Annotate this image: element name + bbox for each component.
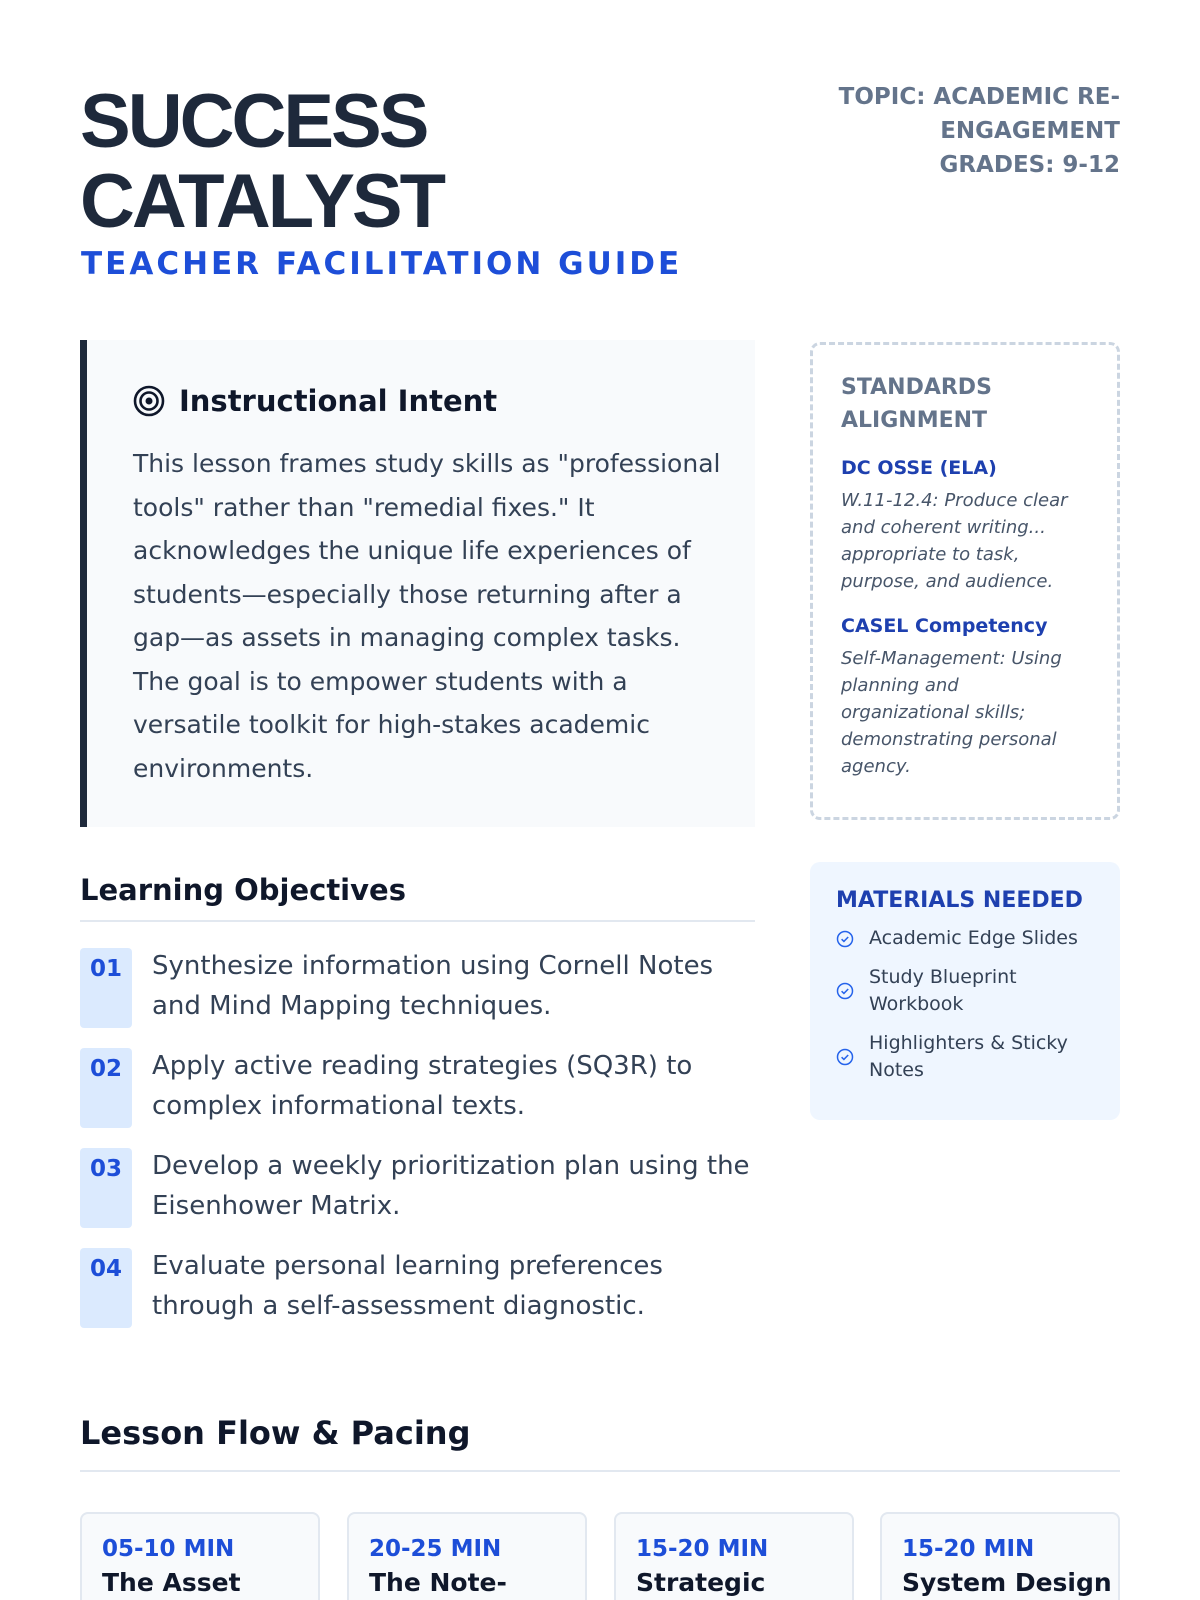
topic-line-2: ENGAGEMENT xyxy=(940,118,1120,144)
title-line-1: SUCCESS xyxy=(80,79,427,164)
objective-item xyxy=(80,1148,760,1228)
material-item xyxy=(836,1030,1094,1084)
objective-item xyxy=(80,1248,760,1328)
lesson-flow-title: Lesson Flow & Pacing xyxy=(80,1414,471,1452)
flow-card xyxy=(614,1512,854,1600)
page-subtitle: TEACHER FACILITATION GUIDE xyxy=(81,246,683,282)
flow-card-time: 15-20 MIN xyxy=(636,1536,769,1562)
objective-item xyxy=(80,948,760,1028)
standard-heading: DC OSSE (ELA) xyxy=(841,457,997,479)
material-label: Academic Edge Slides xyxy=(869,927,1078,949)
standard-text: Self-Management: Using planning and organizational skills; demonstrating personal agency. xyxy=(841,648,1062,777)
objective-number: 01 xyxy=(80,948,132,1028)
flow-card-name: The Asset xyxy=(102,1568,241,1597)
materials-needed-box xyxy=(810,862,1120,1120)
standard-heading: CASEL Competency xyxy=(841,615,1048,637)
intent-body: This lesson frames study skills as "professional tools" rather than "remedial fixes." It acknowledges the unique life experiences of students—especially those returning after a gap—as assets in managing complex tasks. The goal is to empower students with a versatile toolkit for high-stakes academic environments. xyxy=(133,449,721,783)
objectives-list xyxy=(80,948,760,1348)
objectives-divider xyxy=(80,920,755,922)
objective-number: 04 xyxy=(80,1248,132,1328)
check-circle-icon xyxy=(836,1048,854,1066)
check-circle-icon xyxy=(836,930,854,948)
target-icon xyxy=(133,385,165,417)
material-label: Highlighters & Sticky Notes xyxy=(869,1032,1068,1081)
objective-text: Synthesize information using Cornell Notes and Mind Mapping techniques. xyxy=(152,951,714,1021)
materials-title: MATERIALS NEEDED xyxy=(836,888,1083,913)
objective-text: Evaluate personal learning preferences through a self-assessment diagnostic. xyxy=(152,1251,663,1321)
intent-header xyxy=(133,384,497,418)
objectives-title: Learning Objectives xyxy=(80,873,406,907)
title-line-2: CATALYST xyxy=(80,159,444,244)
instructional-intent-card xyxy=(80,340,755,827)
flow-card xyxy=(80,1512,320,1600)
lesson-flow-divider xyxy=(80,1470,1120,1472)
flow-card-time: 05-10 MIN xyxy=(102,1536,235,1562)
intent-title: Instructional Intent xyxy=(179,384,498,418)
lesson-flow-cards xyxy=(80,1512,1120,1600)
flow-card-name: The Note- xyxy=(369,1568,507,1597)
topic-meta xyxy=(800,80,1120,182)
objective-number: 03 xyxy=(80,1148,132,1228)
material-item xyxy=(836,964,1094,1018)
objective-text: Develop a weekly prioritization plan using the Eisenhower Matrix. xyxy=(152,1151,750,1221)
topic-line-1: TOPIC: ACADEMIC RE- xyxy=(838,84,1120,110)
standards-alignment-box xyxy=(810,342,1120,820)
check-circle-icon xyxy=(836,982,854,1000)
material-label: Study Blueprint Workbook xyxy=(869,966,1017,1015)
material-item xyxy=(836,925,1094,952)
flow-card-name: Strategic xyxy=(636,1568,766,1597)
flow-card xyxy=(880,1512,1120,1600)
flow-card-time: 20-25 MIN xyxy=(369,1536,502,1562)
standards-title: STANDARDS ALIGNMENT xyxy=(841,375,992,433)
page-title xyxy=(80,79,444,244)
objective-number: 02 xyxy=(80,1048,132,1128)
flow-card-name: System Design xyxy=(902,1568,1112,1597)
flow-card-time: 15-20 MIN xyxy=(902,1536,1035,1562)
grades-label: GRADES: 9-12 xyxy=(939,152,1120,178)
objective-item xyxy=(80,1048,760,1128)
flow-card xyxy=(347,1512,587,1600)
standard-text: W.11-12.4: Produce clear and coherent writing... appropriate to task, purpose, and audience. xyxy=(841,490,1068,592)
objective-text: Apply active reading strategies (SQ3R) to complex informational texts. xyxy=(152,1051,693,1121)
